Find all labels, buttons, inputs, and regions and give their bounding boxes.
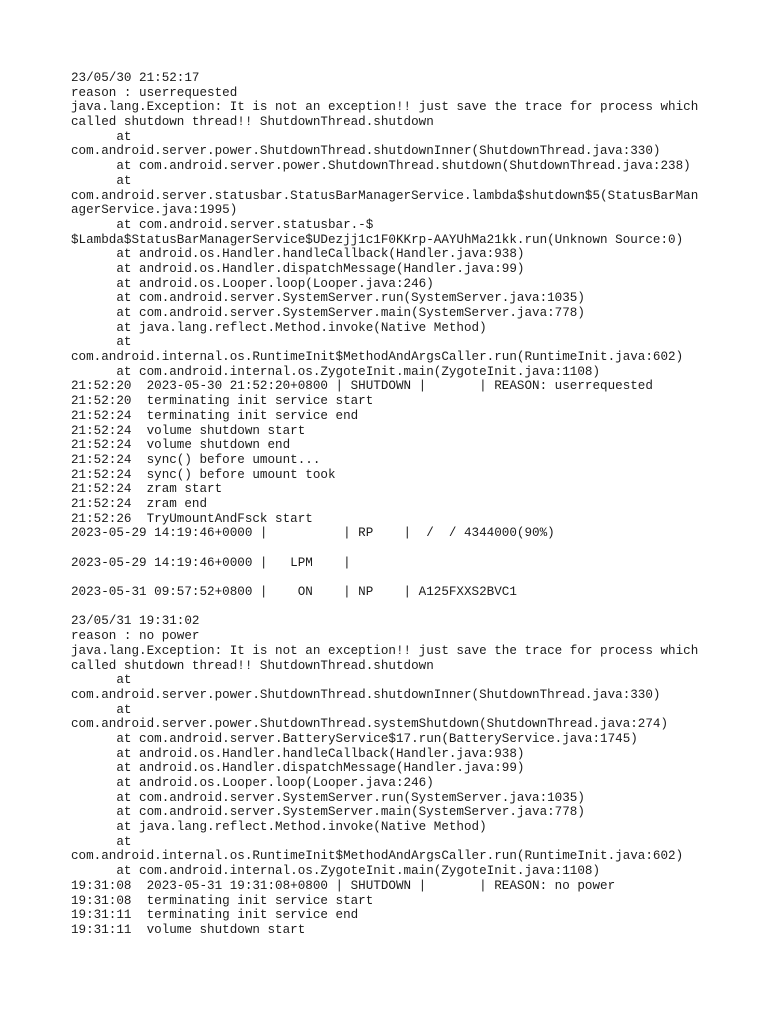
- log-line: 2023-05-29 14:19:46+0000 | | RP | / / 4344000(90%): [71, 526, 555, 541]
- log-line: at: [71, 673, 132, 688]
- log-line: 21:52:24 zram end: [71, 496, 208, 511]
- log-line: at android.os.Handler.handleCallback(Handler.java:938): [71, 247, 525, 262]
- log-line: at android.os.Handler.handleCallback(Handler.java:938): [71, 746, 525, 761]
- log-line: java.lang.Exception: It is not an exception!! just save the trace for process which: [71, 643, 699, 658]
- log-line: 21:52:20 terminating init service start: [71, 394, 374, 409]
- log-line: at com.android.server.SystemServer.run(SystemServer.java:1035): [71, 790, 585, 805]
- log-line: at android.os.Handler.dispatchMessage(Handler.java:99): [71, 261, 525, 276]
- log-line: at com.android.server.BatteryService$17.run(BatteryService.java:1745): [71, 731, 638, 746]
- log-line: agerService.java:1995): [71, 203, 238, 218]
- log-line: 2023-05-29 14:19:46+0000 | LPM |: [71, 555, 351, 570]
- log-line: 21:52:24 sync() before umount took: [71, 467, 336, 482]
- log-line: at android.os.Looper.loop(Looper.java:246): [71, 276, 434, 291]
- log-line: 19:31:11 terminating init service end: [71, 908, 359, 923]
- log-document: [71, 71, 711, 938]
- log-line: called shutdown thread!! ShutdownThread.shutdown: [71, 115, 434, 130]
- log-line: com.android.server.statusbar.StatusBarManagerService.lambda$shutdown$5(StatusBarMan: [71, 188, 699, 203]
- log-line: at com.android.internal.os.ZygoteInit.main(ZygoteInit.java:1108): [71, 364, 601, 379]
- log-line: com.android.server.power.ShutdownThread.systemShutdown(ShutdownThread.java:274): [71, 717, 669, 732]
- log-line: at: [71, 173, 132, 188]
- log-line: 19:31:08 2023-05-31 19:31:08+0800 | SHUTDOWN | | REASON: no power: [71, 878, 616, 893]
- log-line: at java.lang.reflect.Method.invoke(Native Method): [71, 820, 487, 835]
- log-line: com.android.server.power.ShutdownThread.shutdownInner(ShutdownThread.java:330): [71, 144, 661, 159]
- log-line: com.android.internal.os.RuntimeInit$MethodAndArgsCaller.run(RuntimeInit.java:602): [71, 350, 684, 365]
- log-line: reason : no power: [71, 629, 200, 644]
- log-line: 21:52:26 TryUmountAndFsck start: [71, 511, 313, 526]
- log-line: 21:52:24 terminating init service end: [71, 408, 359, 423]
- log-line: 21:52:24 zram start: [71, 482, 223, 497]
- log-line: 2023-05-31 09:57:52+0800 | ON | NP | A125FXXS2BVC1: [71, 585, 517, 600]
- log-line: called shutdown thread!! ShutdownThread.shutdown: [71, 658, 434, 673]
- log-line: at android.os.Looper.loop(Looper.java:246): [71, 776, 434, 790]
- log-line: com.android.server.power.ShutdownThread.shutdownInner(ShutdownThread.java:330): [71, 687, 661, 702]
- log-line: at: [71, 129, 132, 144]
- log-line: [71, 600, 711, 615]
- log-line: $Lambda$StatusBarManagerService$UDezjj1c1F0KKrp-AAYUhMa21kk.run(Unknown Source:0): [71, 232, 684, 247]
- log-line: at com.android.server.power.ShutdownThread.shutdown(ShutdownThread.java:238): [71, 159, 691, 174]
- log-line: com.android.internal.os.RuntimeInit$MethodAndArgsCaller.run(RuntimeInit.java:602): [71, 849, 684, 864]
- log-line: at: [71, 335, 132, 350]
- log-line: at com.android.server.SystemServer.run(SystemServer.java:1035): [71, 291, 585, 306]
- log-line: java.lang.Exception: It is not an exception!! just save the trace for process which: [71, 100, 699, 115]
- log-line: [71, 570, 711, 585]
- log-line: at: [71, 702, 132, 717]
- log-line: 21:52:24 volume shutdown start: [71, 423, 306, 438]
- log-line: 19:31:08 terminating init service start: [71, 893, 374, 908]
- log-line: 19:31:11 volume shutdown start: [71, 922, 306, 937]
- log-line: reason : userrequested: [71, 85, 238, 100]
- log-line: at com.android.server.SystemServer.main(SystemServer.java:778): [71, 306, 585, 320]
- log-line: 21:52:24 volume shutdown end: [71, 438, 291, 453]
- log-line: 21:52:20 2023-05-30 21:52:20+0800 | SHUTDOWN | | REASON: userrequested: [71, 379, 653, 394]
- log-line: at com.android.server.statusbar.-$: [71, 217, 374, 232]
- log-line: at java.lang.reflect.Method.invoke(Native Method): [71, 320, 487, 335]
- log-line: 23/05/30 21:52:17: [71, 71, 200, 85]
- log-line: 23/05/31 19:31:02: [71, 614, 200, 629]
- log-line: at: [71, 834, 132, 849]
- log-line: 21:52:24 sync() before umount...: [71, 452, 321, 467]
- log-line: at com.android.internal.os.ZygoteInit.main(ZygoteInit.java:1108): [71, 864, 601, 879]
- log-line: at android.os.Handler.dispatchMessage(Handler.java:99): [71, 761, 525, 776]
- log-line: at com.android.server.SystemServer.main(SystemServer.java:778): [71, 805, 585, 820]
- log-line: [71, 541, 711, 556]
